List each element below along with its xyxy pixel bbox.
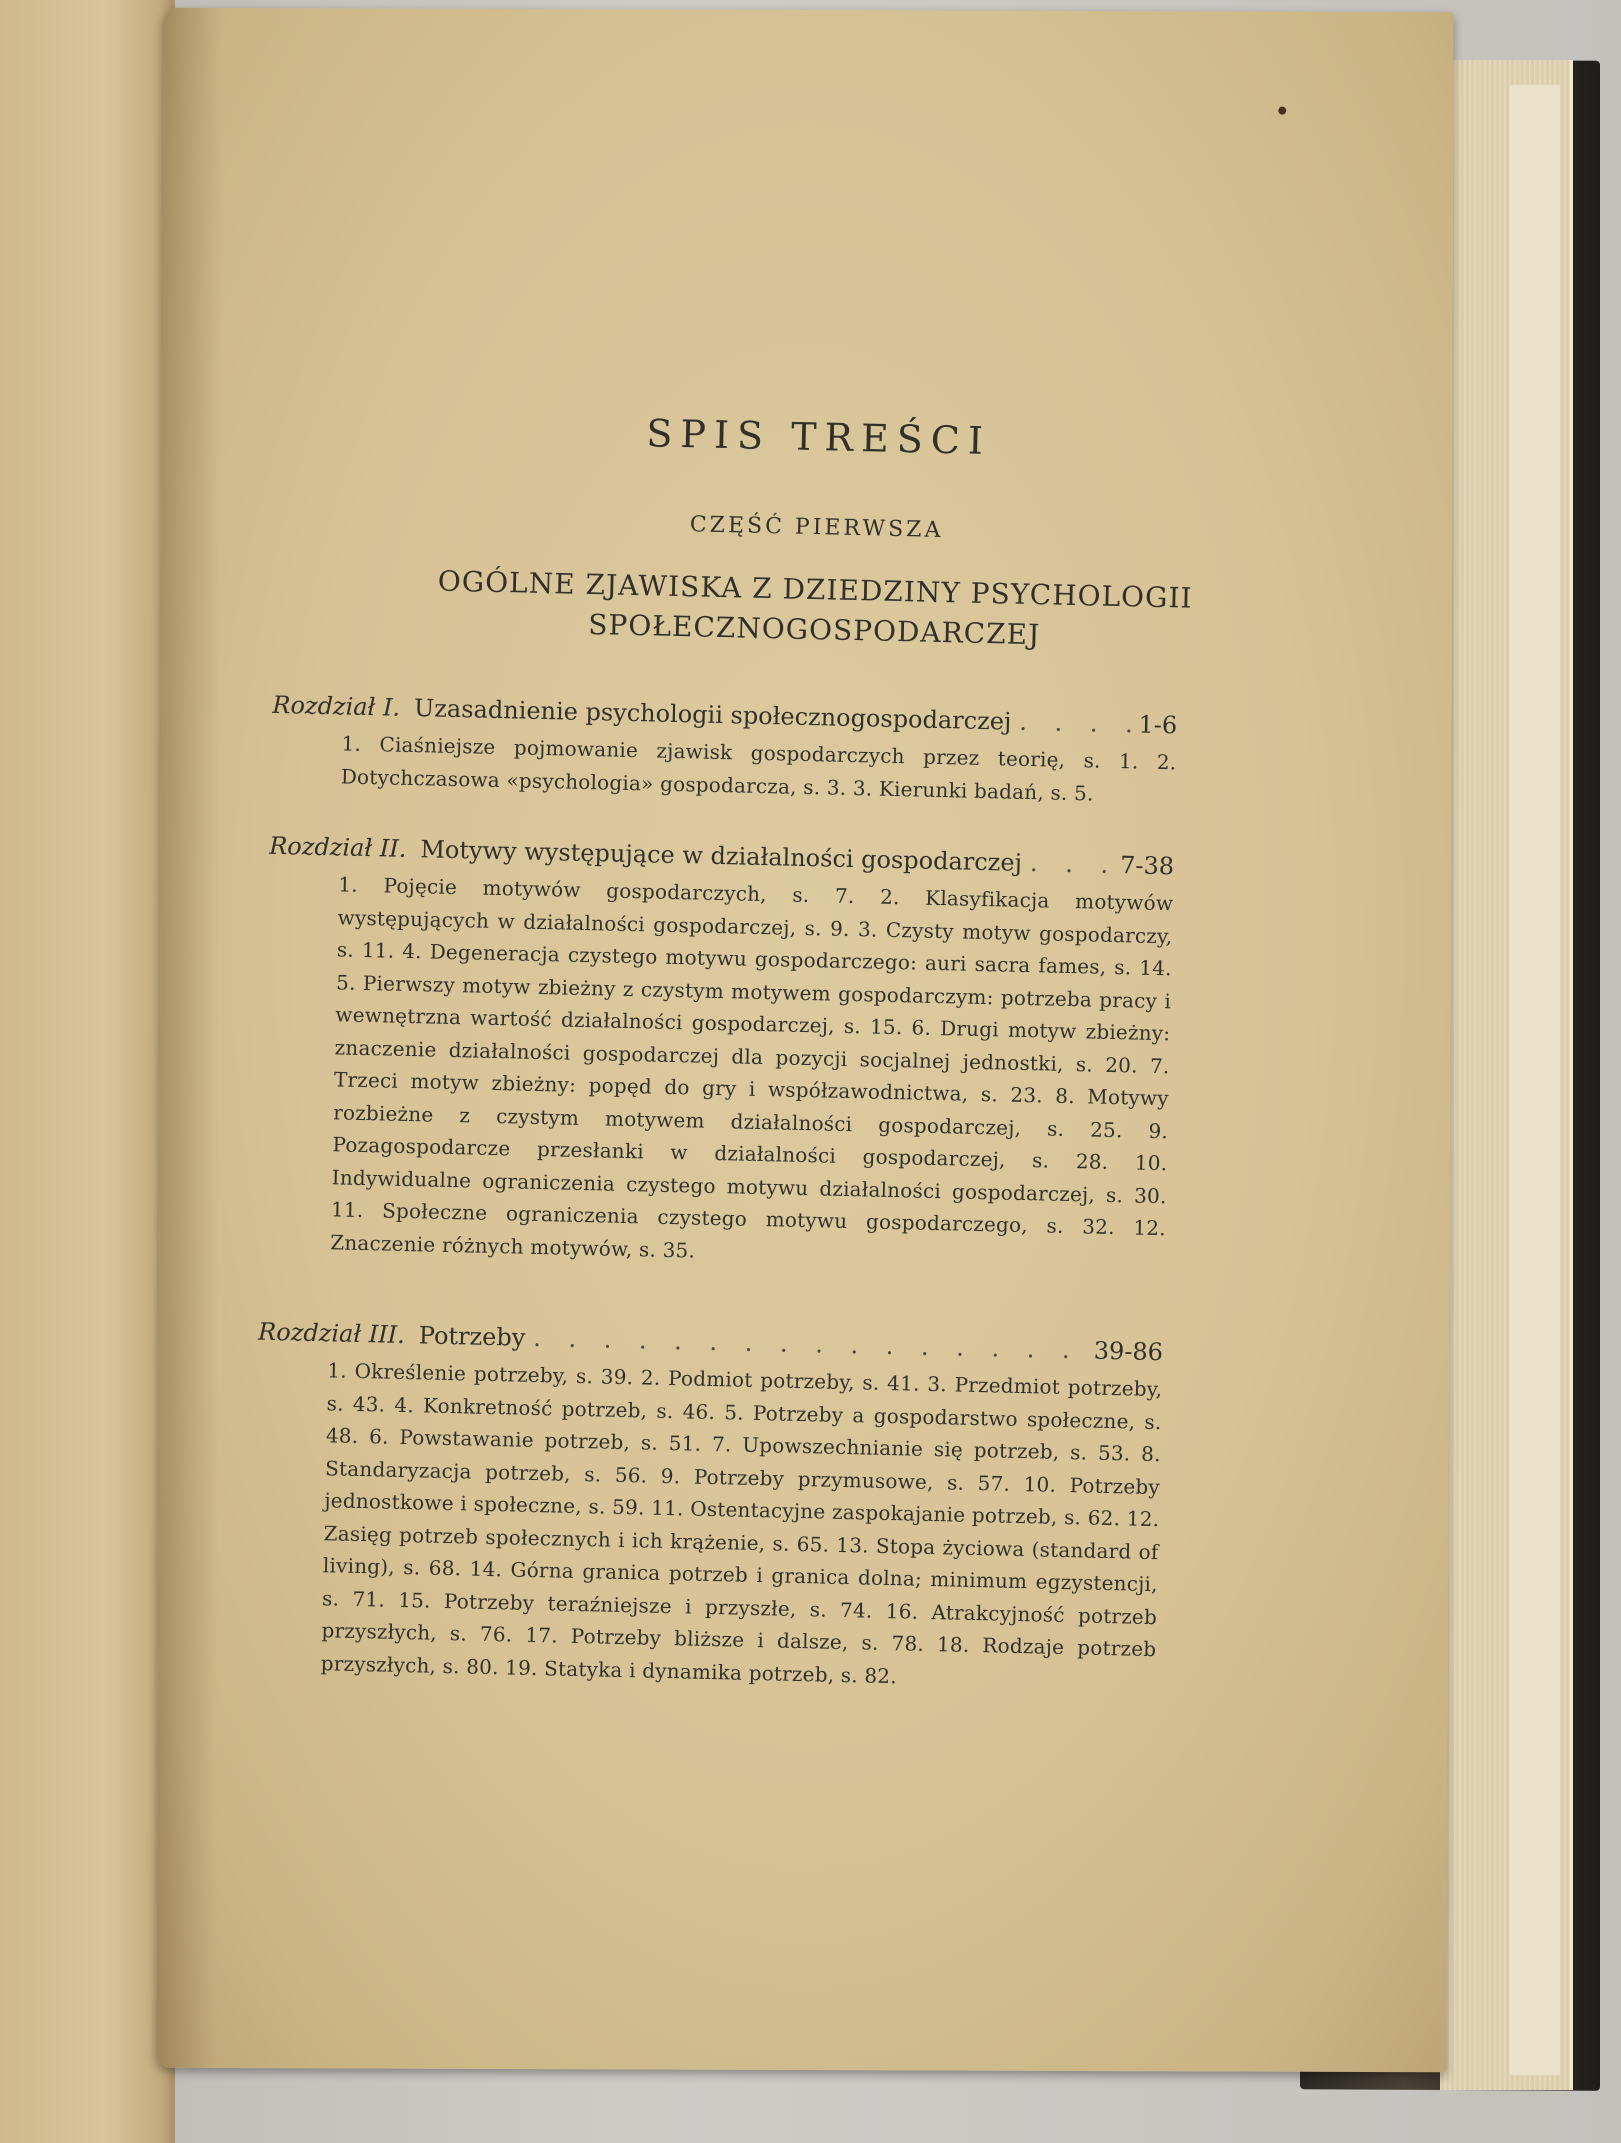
- dot-leader: [1019, 705, 1133, 742]
- chapter-entry: [271, 688, 1178, 812]
- book-page: [156, 8, 1453, 2072]
- chapter-title: Potrzeby: [418, 1321, 526, 1352]
- page-title: SPIS TREŚCI: [645, 411, 992, 464]
- table-of-contents: [137, 0, 1473, 2084]
- chapter-pages: 7-38: [1119, 851, 1175, 881]
- dot-leader: [1030, 846, 1115, 882]
- part-label: CZĘŚĆ PIERWSZA: [689, 512, 944, 544]
- chapter-title: Uzasadnienie psychologii społecznogospodarczej: [413, 694, 1012, 736]
- chapter-pages: 39-86: [1093, 1336, 1164, 1367]
- chapter-entry: [260, 829, 1174, 1277]
- next-page-edge: [1510, 85, 1560, 2075]
- chapter-title: Motywy występujące w działalności gospodarczej: [420, 835, 1023, 877]
- chapter-summary: 1. Określenie potrzeby, s. 39. 2. Podmiot potrzeby, s. 41. 3. Przedmiot potrzeby, s. 43. 4. Konkretność potrzeb, s. 46. 5. Potrzeby a gospodarstwo społeczne, s. 48. 6. Powstawanie potrzeb, s. 51. 7. Upowszechnianie się potrzeb, s. 53. 8. Standaryzacja potrzeb, s. 56. 9. Potrzeby przymusowe, s. 57. 10. Potrzeby jednostkowe i społeczne, s. 59. 11. Ostentacyjne zaspokajanie potrzeb, s. 62. 12. Zasięg potrzeb społecznych i ich krążenie, s. 65. 13. Stopa życiowa (standard of living), s. 68. 14. Górna granica potrzeb i granica dolna; minimum egzystencji, s. 71. 15. Potrzeby teraźniejsze i przyszłe, s. 74. 16. Atrakcyjność potrzeb przyszłych, s. 76. 17. Potrzeby bliższe i dalsze, s. 78. 18. Rodzaje potrzeb przyszłych, s. 80. 19. Statyka i dynamika potrzeb, s. 82.: [320, 1358, 1163, 1688]
- chapter-list: [250, 688, 1178, 1736]
- chapter-number: Rozdział III.: [257, 1317, 406, 1349]
- part-heading-line1: OGÓLNE ZJAWISKA Z DZIEDZINY PSYCHOLOGII: [437, 564, 1193, 615]
- part-heading: [169, 555, 1460, 664]
- chapter-summary: 1. Pojęcie motywów gospodarczych, s. 7. 2. Klasyfikacja motywów występujących w działalności gospodarczej, s. 9. 3. Czysty motyw gospodarczy, s. 11. 4. Degeneracja czystego motywu gospodarczego: auri sacra fames, s. 14. 5. Pierwszy motyw zbieżny z czystym motywem gospodarczym: potrzeba pracy i wewnętrzna wartość działalności gospodarczej, s. 15. 6. Drugi motyw zbieżny: znaczenie działalności gospodarczej dla pozycji socjalnej jednostki, s. 20. 7. Trzeci motyw zbieżny: popęd do gry i współzawodnictwa, s. 23. 8. Motywy rozbieżne z czystym motywem działalności gospodarczej, s. 25. 9. Pozagospodarcze przesłanki w działalności gospodarczej, s. 28. 10. Indywidualne ograniczenia czystego motywu działalności gospodarczej, s. 30. 11. Społeczne ograniczenia czystego motywu gospodarczego, s. 32. 12. Znaczenie różnych motywów, s. 35.: [330, 872, 1174, 1263]
- chapter-summary: 1. Ciaśniejsze pojmowanie zjawisk gospodarczych przez teorię, s. 1. 2. Dotychczasowa «psychologia» gospodarcza, s. 3. 3. Kierunki badań, s. 5.: [340, 731, 1177, 805]
- chapter-number: Rozdział II.: [268, 831, 407, 863]
- chapter-pages: 1-6: [1138, 710, 1178, 740]
- chapter-entry: [250, 1315, 1163, 1698]
- chapter-number: Rozdział I.: [272, 690, 401, 722]
- part-heading-line2: SPOŁECZNOGOSPODARCZEJ: [587, 607, 1041, 652]
